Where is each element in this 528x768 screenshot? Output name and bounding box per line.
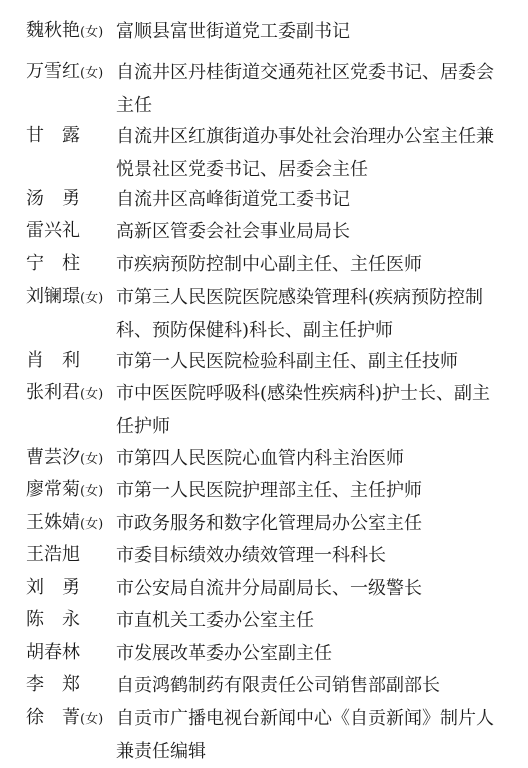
position-description: 市中医医院呼吸科(感染性疾病科)护士长、副主任护师: [116, 383, 491, 437]
person-name: 李 郑: [26, 674, 80, 695]
person-name: 汤 勇: [26, 188, 80, 209]
position-description: 市政务服务和数字化管理局办公室主任: [116, 513, 422, 534]
person-name: 魏秋艳(女): [26, 20, 104, 41]
gender-note: (女): [80, 291, 104, 306]
position-description: 市委目标绩效办绩效管理一科科长: [116, 545, 386, 566]
person-name: 肖 利: [26, 350, 80, 371]
position-description: 市疾病预防控制中心副主任、主任医师: [116, 254, 422, 275]
gender-note: (女): [80, 484, 104, 499]
position-description: 自流井区红旗街道办事处社会治理办公室主任兼悦景社区党委书记、居委会主任: [116, 126, 494, 180]
gender-note: (女): [80, 25, 104, 40]
position-description: 市公安局自流井分局副局长、一级警长: [116, 578, 422, 599]
gender-note: (女): [80, 387, 104, 402]
person-name: 王姝婧(女): [26, 512, 104, 533]
person-name: 刘 勇: [26, 577, 80, 598]
person-name: 雷兴礼: [26, 220, 80, 241]
position-description: 市第四人民医院心血管内科主治医师: [116, 448, 404, 469]
position-description: 自流井区丹桂街道交通苑社区党委书记、居委会主任: [116, 62, 494, 116]
position-description: 市发展改革委办公室副主任: [116, 643, 332, 664]
person-name: 廖常菊(女): [26, 479, 104, 500]
position-description: 富顺县富世街道党工委副书记: [116, 21, 350, 42]
position-description: 市直机关工委办公室主任: [116, 610, 314, 631]
person-name: 甘 露: [26, 125, 80, 146]
person-name: 万雪红(女): [26, 61, 104, 82]
person-name: 曹芸汐(女): [26, 447, 104, 468]
position-description: 市第一人民医院检验科副主任、副主任技师: [116, 351, 458, 372]
gender-note: (女): [80, 517, 104, 532]
person-name: 陈 永: [26, 609, 80, 630]
person-name: 徐 菁(女): [26, 707, 104, 728]
position-description: 自贡市广播电视台新闻中心《自贡新闻》制片人兼责任编辑: [116, 708, 494, 762]
gender-note: (女): [80, 66, 104, 81]
position-description: 市第三人民医院医院感染管理科(疾病预防控制科、预防保健科)科长、副主任护师: [116, 287, 484, 341]
position-description: 市第一人民医院护理部主任、主任护师: [116, 480, 422, 501]
position-description: 高新区管委会社会事业局局长: [116, 221, 350, 242]
person-name: 王浩旭: [26, 544, 80, 565]
gender-note: (女): [80, 452, 104, 467]
position-description: 自流井区高峰街道党工委书记: [116, 189, 350, 210]
person-name: 张利君(女): [26, 382, 104, 403]
gender-note: (女): [80, 712, 104, 727]
person-name: 宁 柱: [26, 253, 80, 274]
person-name: 胡春林: [26, 642, 80, 663]
position-description: 自贡鸿鹤制药有限责任公司销售部副部长: [116, 675, 440, 696]
person-name: 刘镧璟(女): [26, 286, 104, 307]
